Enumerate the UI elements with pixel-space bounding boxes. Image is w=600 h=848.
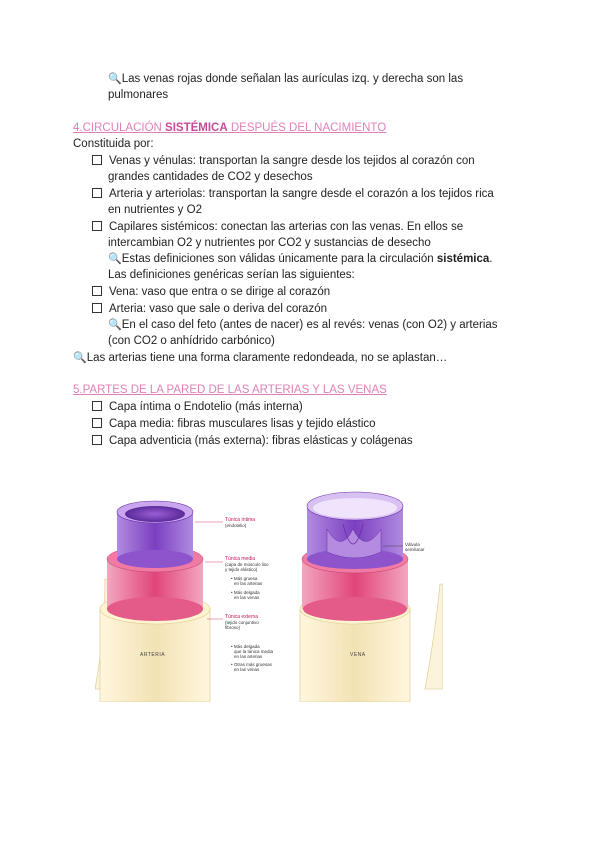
section4-title: 4.CIRCULACIÓN SISTÉMICA DESPUÉS DEL NACIMIENTO	[73, 122, 387, 134]
svg-text:• Más gruesa: • Más gruesa	[231, 576, 258, 581]
list-item: Capilares sistémicos: conectan las arterias con las venas. En ellos se	[92, 219, 463, 235]
checkbox-icon	[92, 155, 102, 165]
svg-text:en las venas: en las venas	[234, 667, 260, 672]
svg-text:Túnica media: Túnica media	[225, 556, 256, 562]
list-item: Venas y vénulas: transportan la sangre desde los tejidos al corazón con	[92, 153, 475, 169]
magnifier-icon: 🔍	[108, 319, 122, 331]
list-item: Capa media: fibras musculares lisas y tejido elástico	[92, 416, 376, 432]
note-arterias: 🔍Las arterias tiene una forma claramente redondeada, no se aplastan…	[73, 352, 448, 364]
note-top-line2: pulmonares	[108, 89, 169, 101]
svg-text:• Más delgada: • Más delgada	[231, 590, 260, 595]
vein-drawing	[300, 492, 443, 702]
magnifier-icon: 🔍	[73, 352, 87, 364]
checkbox-icon	[92, 435, 102, 445]
note-sistemica-cont: Las definiciones genéricas serían las siguientes:	[108, 269, 355, 281]
svg-text:Túnica íntima: Túnica íntima	[225, 517, 256, 523]
list-item: Capa íntima o Endotelio (más interna)	[92, 399, 303, 415]
note-feto-cont: (con CO2 o anhídrido carbónico)	[108, 335, 275, 347]
list-item-cont: intercambian O2 y nutrientes por CO2 y sustancias de desecho	[108, 237, 431, 249]
svg-text:(tejido conjuntivo: (tejido conjuntivo	[225, 620, 259, 625]
svg-text:en las arterias: en las arterias	[234, 654, 263, 659]
checkbox-icon	[92, 221, 102, 231]
magnifier-icon: 🔍	[108, 73, 122, 85]
svg-text:• Más delgada: • Más delgada	[231, 644, 260, 649]
svg-text:(endotelio): (endotelio)	[225, 523, 247, 528]
checkbox-icon	[92, 418, 102, 428]
artery-drawing	[95, 501, 210, 702]
artery-label: ARTERIA	[140, 652, 166, 658]
svg-text:semilunar: semilunar	[405, 547, 425, 552]
note-sistemica: 🔍Estas definiciones son válidas únicamente para la circulación sistémica.	[108, 253, 493, 265]
svg-text:Túnica externa: Túnica externa	[225, 614, 259, 620]
checkbox-icon	[92, 286, 102, 296]
list-item: Arteria: vaso que sale o deriva del corazón	[92, 301, 327, 317]
vessel-wall-illustration	[95, 484, 443, 702]
checkbox-icon	[92, 401, 102, 411]
svg-text:que la túnica media: que la túnica media	[234, 649, 274, 654]
svg-text:en las arterias: en las arterias	[234, 581, 263, 586]
magnifier-icon: 🔍	[108, 253, 122, 265]
list-item-cont: en nutrientes y O2	[108, 204, 202, 216]
checkbox-icon	[92, 303, 102, 313]
list-item: Capa adventicia (más externa): fibras elásticas y colágenas	[92, 433, 413, 449]
svg-text:y tejido elástico): y tejido elástico)	[225, 567, 258, 572]
svg-text:(capa de músculo liso: (capa de músculo liso	[225, 562, 269, 567]
svg-text:Válvula: Válvula	[405, 542, 420, 547]
note-feto: 🔍En el caso del feto (antes de nacer) es al revés: venas (con O2) y arterias	[108, 319, 498, 331]
note-top-line1: 🔍Las venas rojas donde señalan las aurículas izq. y derecha son las	[108, 73, 464, 85]
section5-title: 5.PARTES DE LA PARED DE LAS ARTERIAS Y LAS VENAS	[73, 384, 387, 396]
svg-text:fibroso): fibroso)	[225, 625, 241, 630]
checkbox-icon	[92, 188, 102, 198]
svg-text:• Otras más gruesas: • Otras más gruesas	[231, 662, 272, 667]
section4-intro: Constituida por:	[73, 138, 154, 150]
list-item-cont: grandes cantidades de CO2 y desechos	[108, 171, 313, 183]
list-item: Vena: vaso que entra o se dirige al corazón	[92, 284, 330, 300]
svg-text:en las venas: en las venas	[234, 595, 260, 600]
vein-label: VENA	[350, 652, 366, 658]
list-item: Arteria y arteriolas: transportan la sangre desde el corazón a los tejidos rica	[92, 186, 494, 202]
